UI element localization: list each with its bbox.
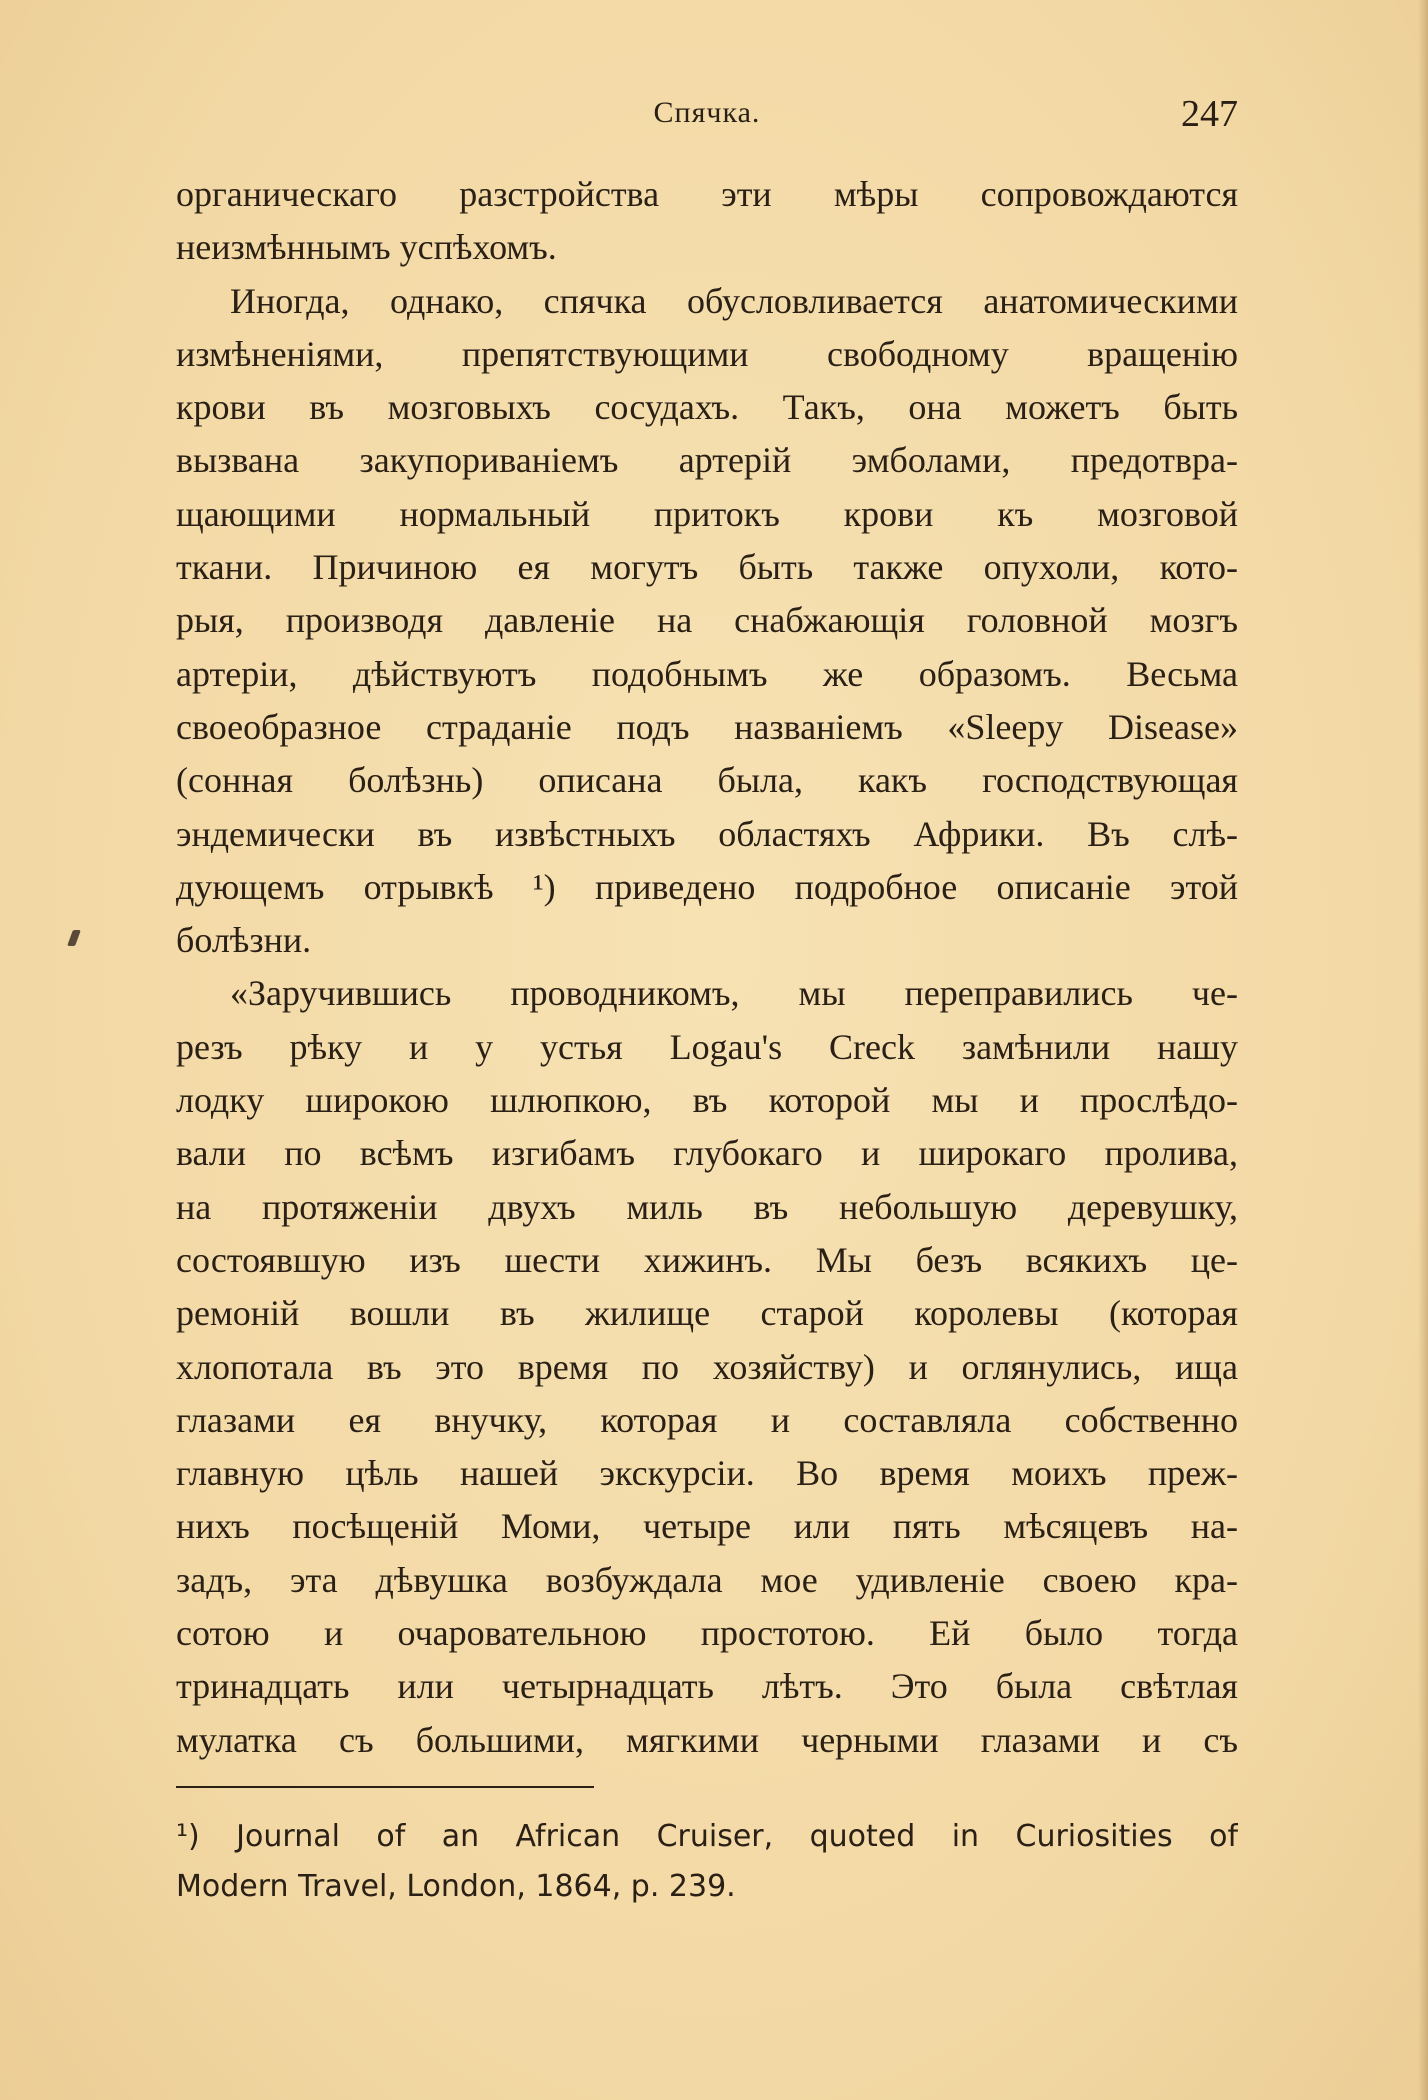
text-line: хлопотала въ это время по хозяйству) и оглянулись, ища [176, 1346, 1238, 1387]
text-line: щающими нормальный притокъ крови къ мозговой [176, 493, 1238, 534]
text-line: органическаго разстройства эти мѣры сопровождаются [176, 174, 1238, 214]
text-line: мулатка съ большими, мягкими черными глазами и съ [176, 1719, 1238, 1760]
text-line: своеобразное страданiе подъ названiемъ «Sleepy Disease» [176, 706, 1238, 747]
text-line: задъ, эта дѣвушка возбуждала мое удивленiе своею кра- [176, 1559, 1238, 1600]
text-line: лодку широкою шлюпкою, въ которой мы и прослѣдо- [176, 1080, 1238, 1121]
text-line: артерiи, дѣйствуютъ подобнымъ же образомъ. Весьма [176, 653, 1238, 694]
text-line: рыя, производя давленiе на снабжающiя головной мозгъ [176, 600, 1238, 641]
text-line: вали по всѣмъ изгибамъ глубокаго и широкаго пролива, [176, 1133, 1238, 1174]
text-line: неизмѣннымъ успѣхомъ. [176, 227, 557, 268]
page-header [176, 92, 1238, 140]
text-line: крови въ мозговыхъ сосудахъ. Такъ, она можетъ быть [176, 387, 1238, 428]
text-line: главную цѣль нашей экскурсiи. Во время моихъ преж- [176, 1453, 1238, 1494]
text-line: на протяженiи двухъ миль въ небольшую деревушку, [176, 1186, 1238, 1227]
footnote-line: ¹) Journal of an African Cruiser, quoted in Curiosities of [176, 1819, 1238, 1854]
body-text [176, 168, 1238, 1767]
page-number: 247 [1181, 93, 1238, 135]
text-line: измѣненiями, препятствующими свободному вращенiю [176, 333, 1238, 374]
text-line: «Заручившись проводникомъ, мы переправились че- [230, 973, 1238, 1014]
text-line: сотою и очаровательною простотою. Ей было тогда [176, 1613, 1238, 1654]
text-line: тринадцать или четырнадцать лѣтъ. Это была свѣтлая [176, 1666, 1238, 1707]
text-line: болѣзни. [176, 920, 312, 961]
footnote-rule [176, 1786, 594, 1788]
text-line: (сонная болѣзнь) описана была, какъ господствующая [176, 760, 1238, 801]
text-line: глазами ея внучку, которая и составляла собственно [176, 1399, 1238, 1440]
page-edge-shadow [1418, 0, 1428, 2100]
text-line: состоявшую изъ шести хижинъ. Мы безъ всякихъ це- [176, 1239, 1238, 1280]
text-line: Иногда, однако, спячка обусловливается анатомическими [230, 280, 1238, 321]
running-title: Спячка. [653, 96, 761, 129]
footnote-line: Modern Travel, London, 1864, p. 239. [176, 1869, 736, 1904]
text-line: резъ рѣку и у устья Logau's Creck замѣнили нашу [176, 1026, 1238, 1067]
margin-mark [67, 930, 81, 946]
footnote [176, 1812, 1238, 1912]
text-line: вызвана закупориванiемъ артерiй эмболами, предотвра- [176, 440, 1238, 481]
text-line: дующемъ отрывкѣ ¹) приведено подробное описанiе этой [176, 866, 1238, 907]
text-line: ремонiй вошли въ жилище старой королевы (которая [176, 1293, 1238, 1334]
text-line: ткани. Причиною ея могутъ быть также опухоли, кото- [176, 547, 1238, 588]
text-line: нихъ посѣщенiй Моми, четыре или пять мѣсяцевъ на- [176, 1506, 1238, 1547]
text-line: эндемически въ извѣстныхъ областяхъ Африки. Въ слѣ- [176, 813, 1238, 854]
